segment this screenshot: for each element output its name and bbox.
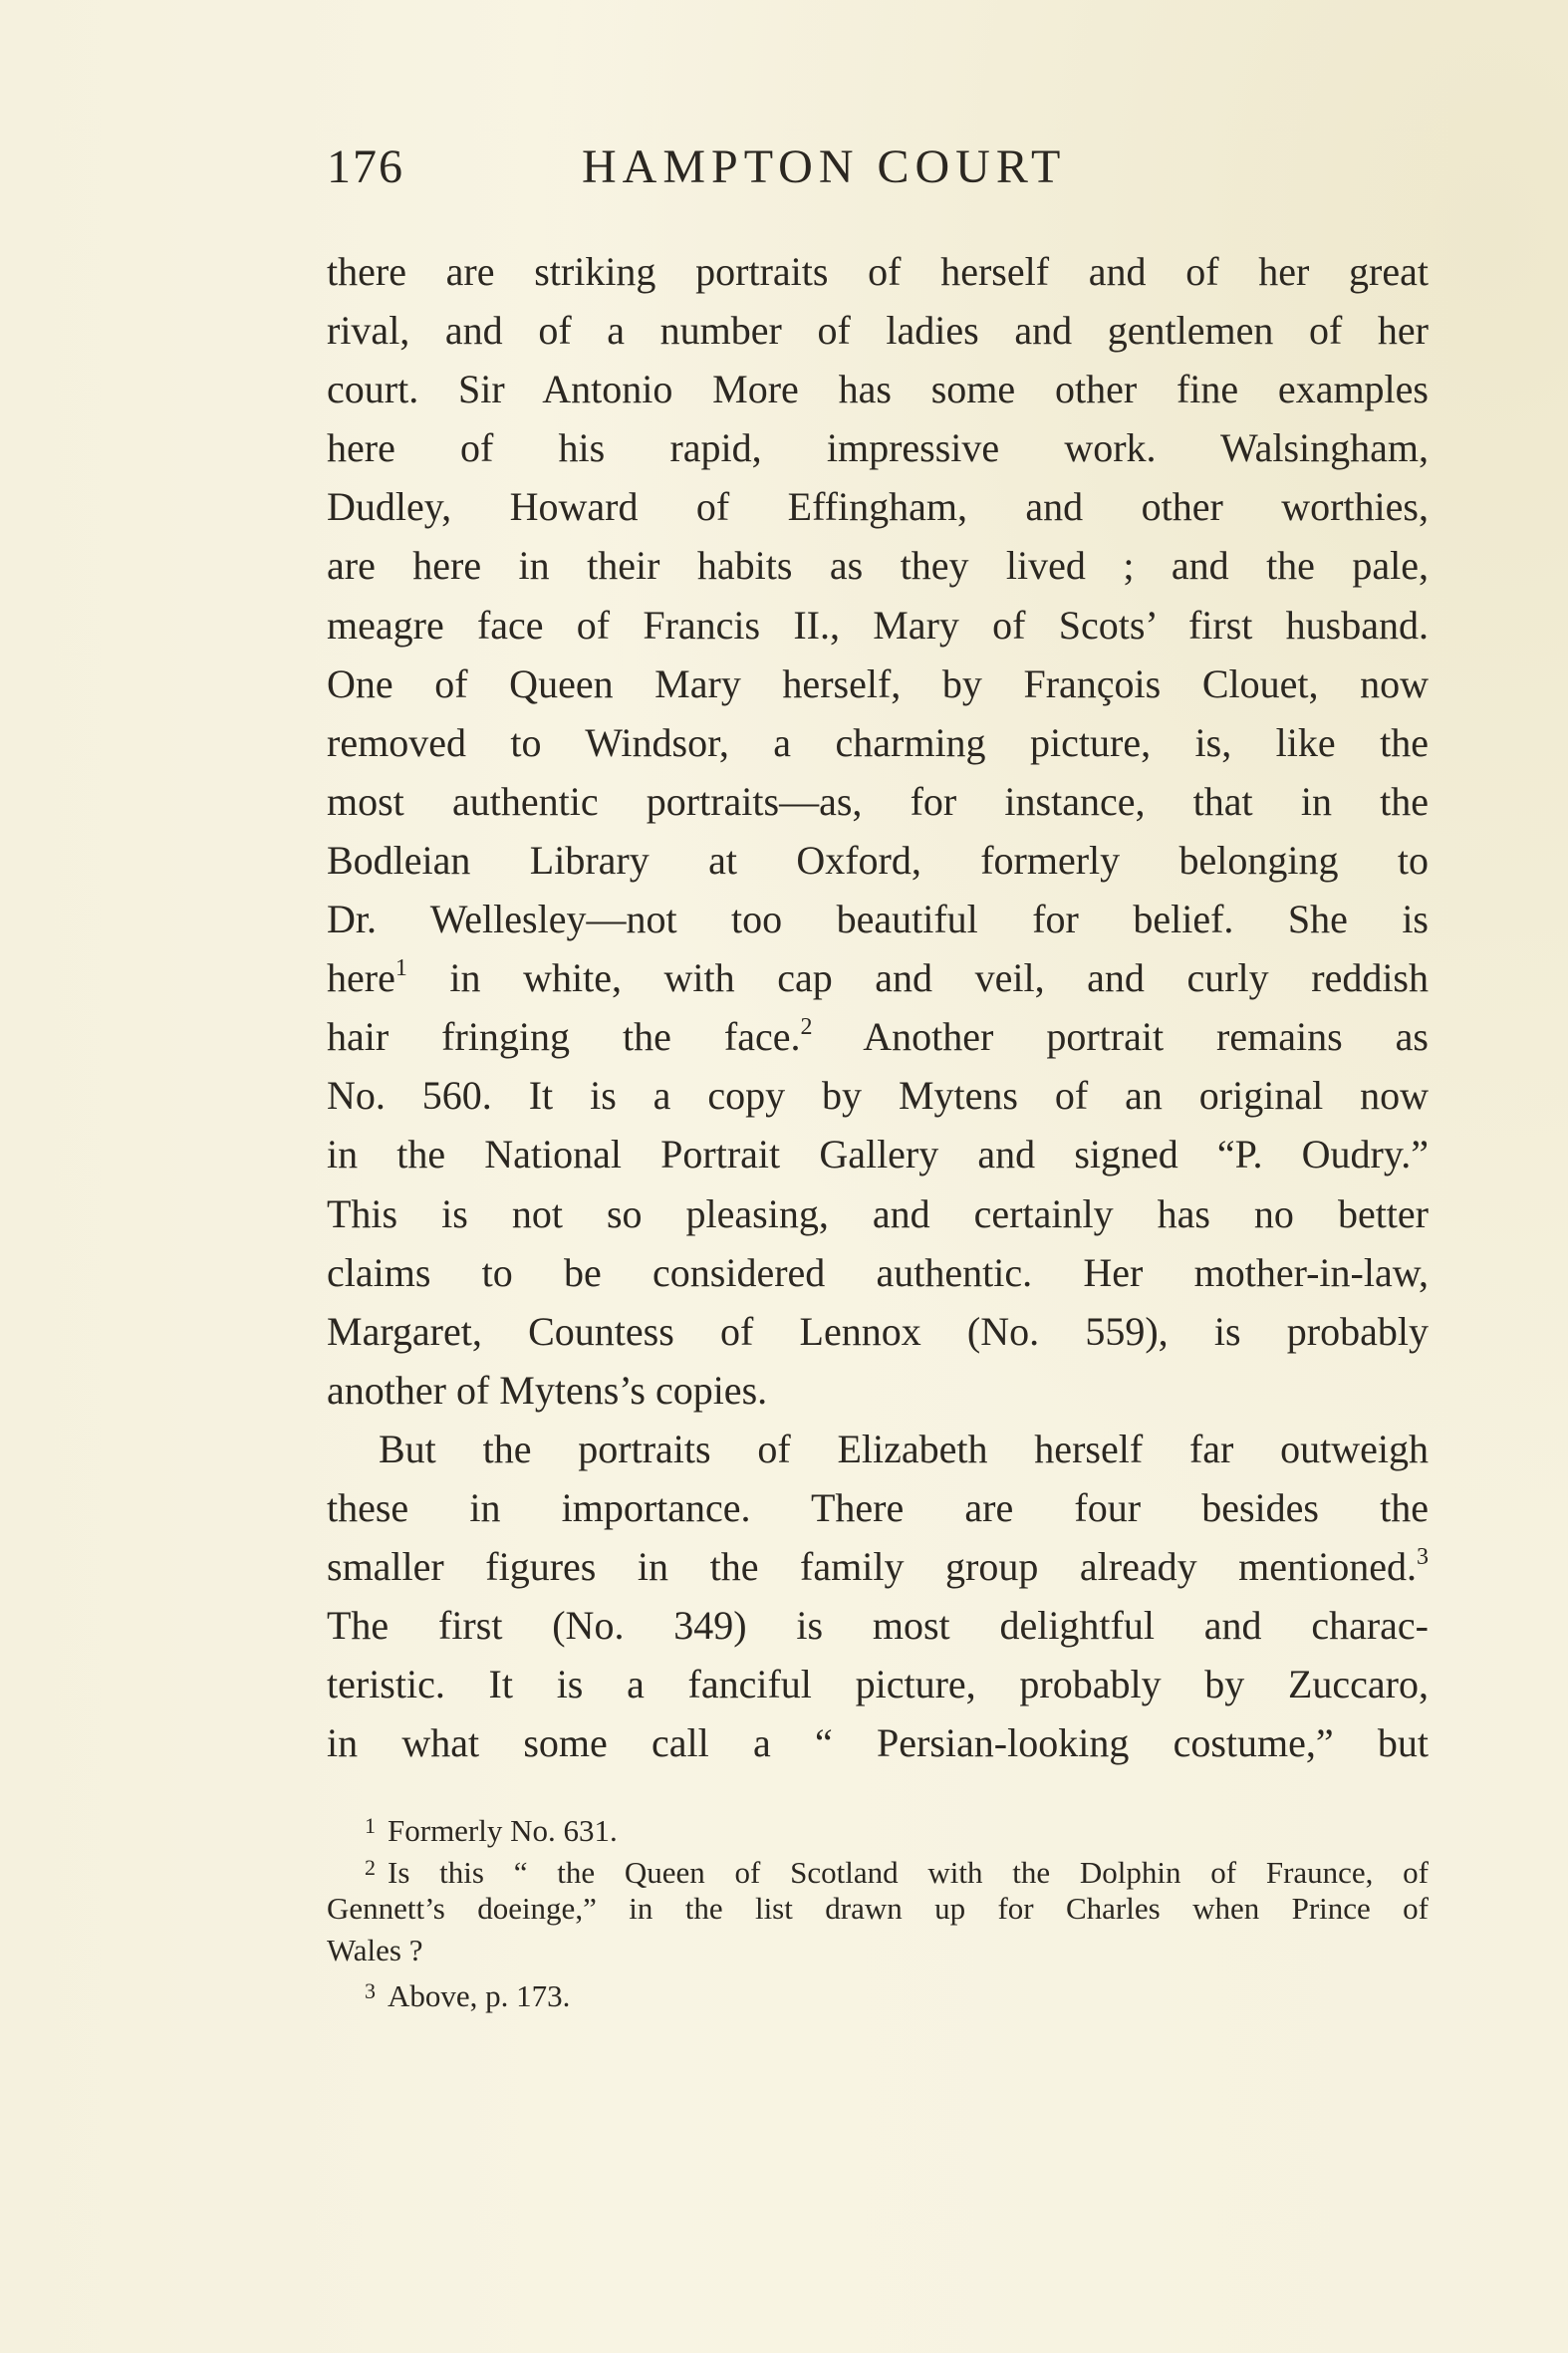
text-segment: in white, with cap and veil, and curly reddish [406, 955, 1429, 1001]
text-line: rival, and of a number of ladies and gentlemen of her [327, 308, 1429, 354]
text-line: meagre face of Francis II., Mary of Scots’ first husband. [327, 602, 1429, 648]
footnote [327, 1970, 1429, 2012]
footnote-reference: 1 [394, 955, 407, 982]
footnote-continuation: Gennett’s doeinge,” in the list drawn up for Charles when Prince of [327, 1891, 1429, 1926]
footnote [327, 1847, 1429, 1889]
text-line: Dr. Wellesley—not too beautiful for belief. She is [327, 897, 1429, 942]
text-line: Margaret, Countess of Lennox (No. 559), is probably [327, 1308, 1429, 1354]
body-text [327, 242, 1429, 1772]
text-line: claims to be considered authentic. Her mother-in-law, [327, 1249, 1429, 1295]
page-header [327, 139, 1429, 209]
running-title: HAMPTON COURT [582, 140, 1067, 193]
text-line: The first (No. 349) is most delightful and charac- [327, 1603, 1429, 1649]
text-line: are here in their habits as they lived ; and the pale, [327, 543, 1429, 589]
footnotes [327, 1805, 1429, 2012]
text-line [327, 1537, 1429, 1596]
text-line: Bodleian Library at Oxford, formerly belonging to [327, 837, 1429, 883]
page-number: 176 [327, 140, 404, 193]
text-line: But the portraits of Elizabeth herself far outweigh [379, 1426, 1429, 1471]
text-segment: hair fringing the face. [327, 1014, 801, 1060]
text-line: court. Sir Antonio More has some other fine examples [327, 367, 1429, 412]
text-line: most authentic portraits—as, for instance, that in the [327, 778, 1429, 824]
footnote [327, 1805, 1429, 1847]
text-line: One of Queen Mary herself, by François Clouet, now [327, 660, 1429, 706]
text-line [327, 1007, 1429, 1066]
footnote-continuation: Wales ? [327, 1932, 423, 1967]
footnote-mark: 3 [365, 1978, 376, 2003]
text-line: another of Mytens’s copies. [327, 1367, 768, 1413]
text-line: teristic. It is a fanciful picture, probably by Zuccaro, [327, 1662, 1429, 1707]
footnote-text: Is this “ the Queen of Scotland with the Dolphin of Fraunce, of [388, 1854, 1429, 1890]
text-line: in what some call a “ Persian-looking costume,” but [327, 1720, 1429, 1766]
text-line [327, 948, 1429, 1007]
text-line: removed to Windsor, a charming picture, is, like the [327, 719, 1429, 765]
text-segment: Another portrait remains as [812, 1014, 1429, 1060]
footnote-mark: 2 [365, 1854, 376, 1880]
text-line: in the National Portrait Gallery and signed “P. Oudry.” [327, 1132, 1429, 1177]
text-line: these in importance. There are four besides the [327, 1484, 1429, 1530]
text-line: Dudley, Howard of Effingham, and other worthies, [327, 484, 1429, 530]
footnote-reference: 3 [1417, 1544, 1429, 1571]
text-segment: here [327, 955, 395, 1001]
text-line: there are striking portraits of herself and of her great [327, 249, 1429, 294]
text-line: here of his rapid, impressive work. Walsingham, [327, 425, 1429, 471]
footnote-mark: 1 [365, 1813, 376, 1838]
footnote-reference: 2 [800, 1014, 813, 1041]
text-segment: smaller figures in the family group already mentioned. [327, 1544, 1417, 1590]
text-line: This is not so pleasing, and certainly has no better [327, 1190, 1429, 1236]
text-line: No. 560. It is a copy by Mytens of an original now [327, 1073, 1429, 1119]
footnote-text: Above, p. 173. [388, 1978, 571, 2013]
footnote-text: Formerly No. 631. [388, 1813, 618, 1848]
